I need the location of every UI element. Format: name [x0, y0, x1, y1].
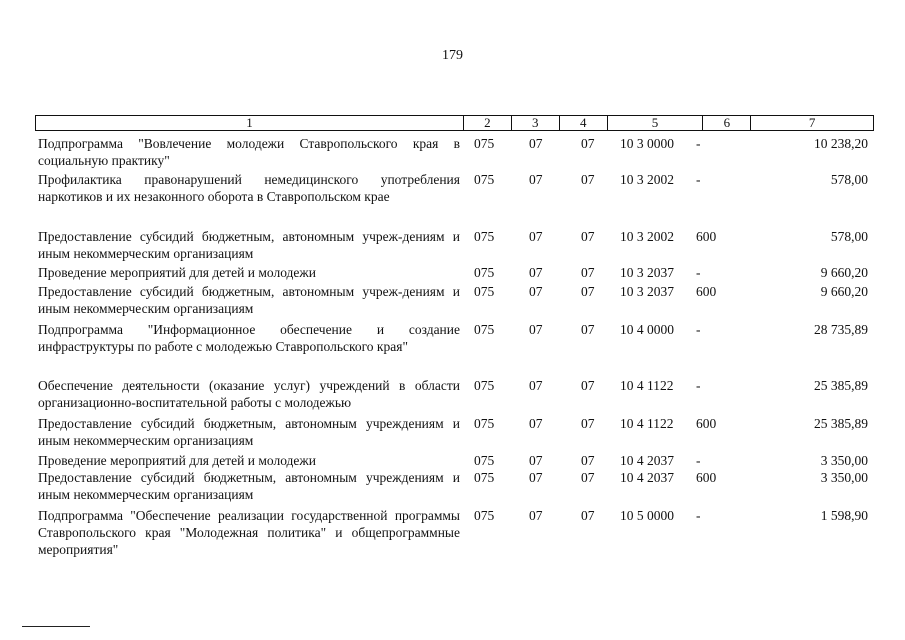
row-name: Подпрограмма "Обеспечение реализации государственной программы Ставропольского края "Молодежная политика" и общепрограммные мероприятия" — [38, 508, 460, 557]
row-rz: 07 — [529, 416, 543, 431]
row-rz: 07 — [529, 322, 543, 337]
row-vr: 600 — [696, 284, 717, 299]
row-sum: 9 660,20 — [820, 284, 868, 299]
row-rz: 07 — [529, 284, 543, 299]
row-csr: 10 4 0000 — [620, 322, 674, 337]
row-rz: 07 — [529, 265, 543, 280]
row-sum: 578,00 — [830, 172, 868, 187]
row-csr: 10 3 2002 — [620, 229, 674, 244]
row-name: Предоставление субсидий бюджетным, автономным учреж-дениям и иным некоммерческим организациям — [38, 284, 460, 316]
row-csr: 10 3 0000 — [620, 136, 674, 151]
row-pr: 07 — [581, 378, 595, 393]
header-col-2: 2 — [464, 116, 512, 130]
row-ved: 075 — [474, 136, 495, 151]
row-ved: 075 — [474, 470, 495, 485]
row-name: Проведение мероприятий для детей и молодежи — [38, 265, 316, 280]
row-vr: - — [696, 453, 701, 468]
row-sum: 3 350,00 — [820, 470, 868, 485]
row-rz: 07 — [529, 470, 543, 485]
row-vr: 600 — [696, 229, 717, 244]
row-ved: 075 — [474, 416, 495, 431]
row-rz: 07 — [529, 229, 543, 244]
row-vr: - — [696, 172, 701, 187]
row-pr: 07 — [581, 136, 595, 151]
header-col-6: 6 — [703, 116, 751, 130]
row-pr: 07 — [581, 172, 595, 187]
row-csr: 10 4 1122 — [620, 378, 674, 393]
row-rz: 07 — [529, 508, 543, 523]
row-pr: 07 — [581, 229, 595, 244]
row-name: Предоставление субсидий бюджетным, автономным учреж-дениям и иным некоммерческим организациям — [38, 229, 460, 261]
row-pr: 07 — [581, 416, 595, 431]
row-csr: 10 3 2037 — [620, 265, 674, 280]
row-name: Подпрограмма "Информационное обеспечение и создание инфраструктуры по работе с молодежью Ставропольского края" — [38, 322, 460, 354]
row-name: Профилактика правонарушений немедицинского употребления наркотиков и их незаконного оборота в Ставропольском крае — [38, 172, 460, 204]
row-pr: 07 — [581, 284, 595, 299]
row-rz: 07 — [529, 453, 543, 468]
row-ved: 075 — [474, 508, 495, 523]
row-sum: 3 350,00 — [820, 453, 868, 468]
row-ved: 075 — [474, 172, 495, 187]
row-csr: 10 4 2037 — [620, 453, 674, 468]
row-pr: 07 — [581, 265, 595, 280]
row-pr: 07 — [581, 322, 595, 337]
header-col-5: 5 — [608, 116, 704, 130]
row-sum: 578,00 — [830, 229, 868, 244]
row-rz: 07 — [529, 378, 543, 393]
row-ved: 075 — [474, 265, 495, 280]
row-name: Подпрограмма "Вовлечение молодежи Ставропольского края в социальную практику" — [38, 136, 460, 168]
row-sum: 1 598,90 — [820, 508, 868, 523]
row-vr: - — [696, 508, 701, 523]
header-col-7: 7 — [808, 115, 816, 130]
row-ved: 075 — [474, 229, 495, 244]
row-sum: 10 238,20 — [814, 136, 868, 151]
header-col-3: 3 — [512, 116, 560, 130]
row-vr: - — [696, 378, 701, 393]
row-rz: 07 — [529, 136, 543, 151]
row-name: Проведение мероприятий для детей и молодежи — [38, 453, 316, 468]
row-name: Обеспечение деятельности (оказание услуг) учреждений в области организационно-воспитательной работы с молодежью — [38, 378, 460, 410]
row-ved: 075 — [474, 378, 495, 393]
row-vr: - — [696, 265, 701, 280]
row-name: Предоставление субсидий бюджетным, автономным учреждениям и иным некоммерческим организациям — [38, 416, 460, 448]
footnote-separator — [22, 626, 90, 627]
row-csr: 10 3 2002 — [620, 172, 674, 187]
row-pr: 07 — [581, 470, 595, 485]
header-col-1: 1 — [36, 116, 464, 130]
row-vr: 600 — [696, 470, 717, 485]
row-ved: 075 — [474, 284, 495, 299]
row-pr: 07 — [581, 508, 595, 523]
page-number: 179 — [442, 48, 463, 63]
row-vr: 600 — [696, 416, 717, 431]
row-sum: 28 735,89 — [814, 322, 868, 337]
row-sum: 25 385,89 — [814, 416, 868, 431]
row-pr: 07 — [581, 453, 595, 468]
row-csr: 10 3 2037 — [620, 284, 674, 299]
row-sum: 25 385,89 — [814, 378, 868, 393]
row-vr: - — [696, 322, 701, 337]
row-rz: 07 — [529, 172, 543, 187]
header-col-4: 4 — [560, 116, 608, 130]
row-csr: 10 5 0000 — [620, 508, 674, 523]
row-vr: - — [696, 136, 701, 151]
row-ved: 075 — [474, 453, 495, 468]
row-ved: 075 — [474, 322, 495, 337]
row-name: Предоставление субсидий бюджетным, автономным учреждениям и иным некоммерческим организациям — [38, 470, 460, 502]
row-csr: 10 4 2037 — [620, 470, 674, 485]
row-csr: 10 4 1122 — [620, 416, 674, 431]
table-header — [35, 115, 874, 131]
row-sum: 9 660,20 — [820, 265, 868, 280]
